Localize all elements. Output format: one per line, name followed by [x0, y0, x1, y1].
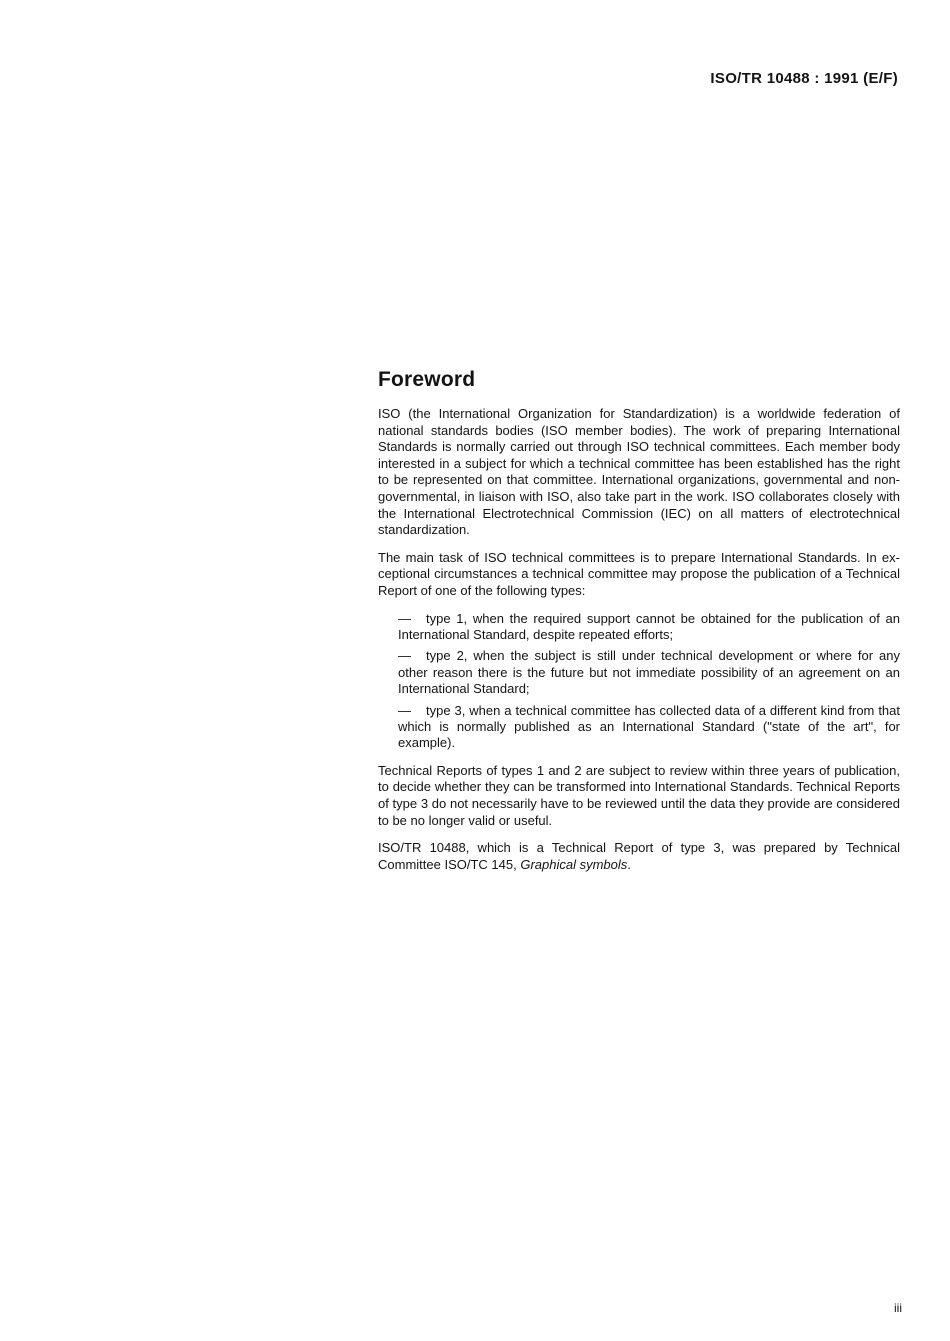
list-item-type-3 — [398, 703, 900, 752]
page-number: iii — [894, 1301, 902, 1315]
foreword-paragraph-3: Technical Reports of types 1 and 2 are subject to review within three years of publication, to decide whether they can be transformed into International Standards. Technical Reports of type 3 do not necessarily have to be reviewed until the data they provide are considered to be no longer valid or useful. — [378, 762, 900, 828]
document-reference: ISO/TR 10488 : 1991 (E/F) — [710, 70, 898, 87]
list-item-type-1 — [398, 611, 900, 644]
foreword-paragraph-2: The main task of ISO technical committees is to prepare International Standards. In exceptional circumstances a technical committee may propose the publication of a Technical Report of one of the following types: — [378, 549, 900, 598]
list-item-text: type 2, when the subject is still under technical development or where for any other reason there is the future but not immediate possibility of an agreement on an International Standard; — [398, 648, 900, 697]
foreword-section — [378, 368, 900, 884]
dash-marker: — — [398, 648, 411, 664]
foreword-paragraph-1: ISO (the International Organization for Standardization) is a worldwide federation of national standards bodies (ISO member bodies). The work of preparing International Standards is normally carried out through ISO technical committees. Each member body interested in a subject for which a technical committee has been established has the right to be represented on that committee. International organizations, governmental and non-governmental, in liaison with ISO, also take part in the work. ISO collaborates closely with the International Electrotechnical Commission (IEC) on all matters of electrotechnical standardization. — [378, 406, 900, 538]
list-item-text: type 1, when the required support cannot be obtained for the publication of an International Standard, despite repeated efforts; — [398, 610, 900, 642]
list-item-text: type 3, when a technical committee has collected data of a different kind from that which is normally published as an International Standard ("state of the art", for example). — [398, 702, 900, 751]
list-item-type-2 — [398, 648, 900, 697]
report-types-list — [398, 611, 900, 752]
committee-title: Graphical symbols — [520, 856, 628, 872]
dash-marker: — — [398, 610, 411, 626]
dash-marker: — — [398, 702, 411, 718]
paragraph-4-suffix: . — [627, 856, 631, 872]
foreword-title: Foreword — [378, 368, 476, 391]
foreword-paragraph-4 — [378, 840, 900, 873]
paragraph-4-prefix: ISO/TR 10488, which is a Technical Report of type 3, was prepared by Technical Committee ISO/TC 145, — [378, 840, 900, 872]
